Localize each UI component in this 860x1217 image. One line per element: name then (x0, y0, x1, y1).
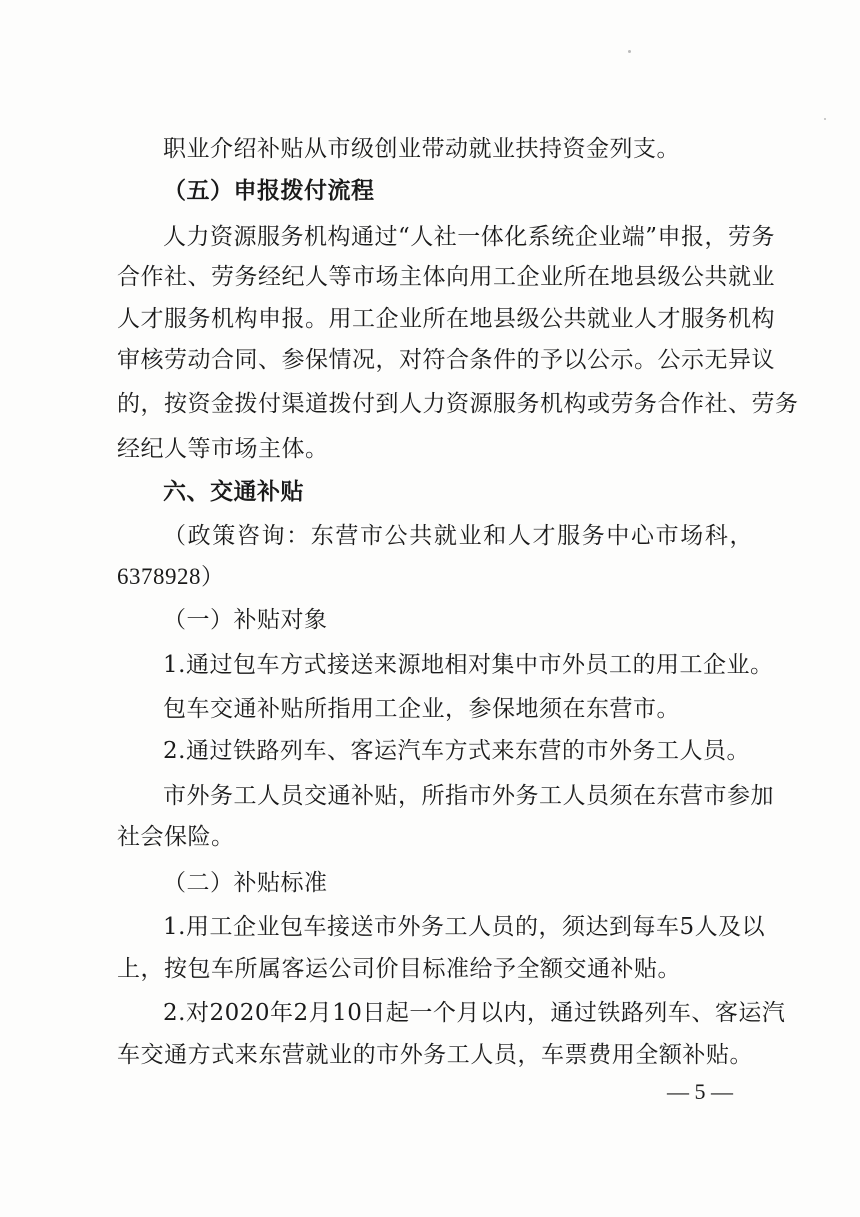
paragraph-line: 人力资源服务机构通过“人社一体化系统企业端”申报，劳务 (163, 224, 776, 250)
paragraph-line: 车交通方式来东营就业的市外务工人员，车票费用全额补贴。 (117, 1042, 753, 1068)
paragraph-line: 2.对2020年2月10日起一个月以内，通过铁路列车、客运汽 (163, 1000, 786, 1026)
paragraph-line: 包车交通补贴所指用工企业，参保地须在东营市。 (163, 696, 680, 722)
paragraph-line: 职业介绍补贴从市级创业带动就业扶持资金列支。 (163, 136, 680, 162)
paragraph-line: 2.通过铁路列车、客运汽车方式来东营的市外务工人员。 (163, 738, 750, 764)
scan-speck (628, 50, 631, 53)
paragraph-line: 上，按包车所属客运公司价目标准给予全额交通补贴。 (117, 956, 681, 982)
paragraph-line: 经纪人等市场主体。 (117, 436, 329, 462)
page-number: — 5 — (667, 1079, 733, 1104)
section-heading: （五）申报拨付流程 (163, 177, 375, 204)
paragraph-line: 市外务工人员交通补贴，所指市外务工人员须在东营市参加 (163, 783, 774, 809)
contact-phone: 6378928） (117, 564, 225, 589)
paragraph-line: 人才服务机构申报。用工企业所在地县级公共就业人才服务机构 (117, 306, 775, 332)
scan-speck (824, 118, 826, 120)
paragraph-line: 审核劳动合同、参保情况，对符合条件的予以公示。公示无异议 (117, 347, 775, 373)
subsection-heading: （二）补贴标准 (163, 870, 328, 896)
paragraph-line: （政策咨询：东营市公共就业和人才服务中心市场科， (163, 523, 753, 549)
paragraph-line: 1.通过包车方式接送来源地相对集中市外员工的用工企业。 (163, 652, 774, 678)
paragraph-line: 1.用工企业包车接送市外务工人员的，须达到每车5人及以 (163, 914, 766, 940)
paragraph-line: 社会保险。 (117, 824, 235, 850)
paragraph-line: 的，按资金拨付渠道拨付到人力资源服务机构或劳务合作社、劳务 (117, 391, 799, 417)
subsection-heading: （一）补贴对象 (163, 607, 328, 633)
section-heading: 六、交通补贴 (163, 478, 304, 505)
paragraph-line: 合作社、劳务经纪人等市场主体向用工企业所在地县级公共就业 (117, 264, 775, 290)
